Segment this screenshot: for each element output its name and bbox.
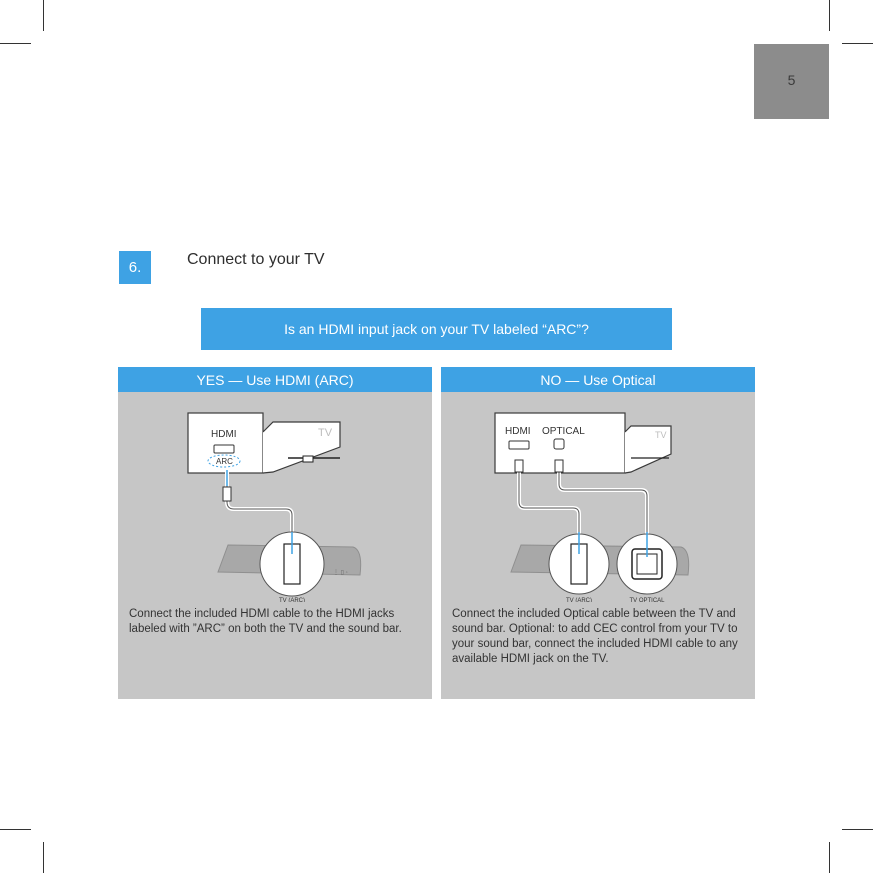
no-panel-header: NO — Use Optical bbox=[441, 367, 755, 392]
tv-label: TV bbox=[318, 427, 333, 439]
arc-label: ARC bbox=[216, 457, 233, 466]
crop-mark bbox=[842, 43, 873, 44]
crop-mark bbox=[829, 0, 830, 31]
hdmi-port-icon bbox=[214, 445, 234, 453]
step-title: Connect to your TV bbox=[187, 251, 325, 268]
crop-mark bbox=[0, 829, 31, 830]
yes-panel bbox=[118, 367, 432, 699]
yes-panel-description: Connect the included HDMI cable to the HDMI jacks labeled with ”ARC” on both the TV and the sound bar. bbox=[129, 608, 402, 635]
hdmi-port-icon bbox=[509, 441, 529, 449]
page-number: 5 bbox=[787, 72, 796, 88]
jack-optical-label: TV OPTICAL bbox=[629, 598, 665, 602]
hdmi-plug bbox=[515, 460, 523, 472]
crop-mark bbox=[829, 842, 830, 873]
optical-cable bbox=[559, 468, 647, 542]
question-banner: Is an HDMI input jack on your TV labeled “ARC”? bbox=[201, 308, 672, 350]
hdmi-cable bbox=[227, 470, 292, 542]
optical-port-label: OPTICAL bbox=[542, 426, 585, 437]
crop-mark bbox=[0, 43, 31, 44]
yes-panel-header: YES — Use HDMI (ARC) bbox=[118, 367, 432, 392]
soundbar-ports-icon: ⋮ ▯ ◦ bbox=[333, 570, 348, 576]
tv-foot bbox=[303, 456, 313, 462]
tv-label: TV bbox=[655, 430, 667, 440]
hdmi-plug bbox=[223, 487, 231, 501]
optical-diagram bbox=[441, 392, 755, 602]
no-panel bbox=[441, 367, 755, 699]
step-number: 6. bbox=[119, 251, 151, 284]
optical-port-icon bbox=[554, 439, 564, 449]
crop-mark bbox=[43, 842, 44, 873]
no-panel-description: Connect the included Optical cable between the TV and sound bar. Optional: to add CEC control from your TV to your sound bar, connect the included HDMI cable to any available HDMI jack on the TV. bbox=[452, 608, 738, 665]
hdmi-cable bbox=[519, 468, 579, 542]
jack-arc-label: TV (ARC) bbox=[566, 598, 592, 602]
hdmi-cable-outline bbox=[227, 470, 292, 542]
jack-label: TV (ARC) bbox=[279, 598, 305, 602]
hdmi-arc-diagram bbox=[118, 392, 432, 602]
crop-mark bbox=[842, 829, 873, 830]
hdmi-port-label: HDMI bbox=[505, 426, 531, 437]
optical-cable-outline bbox=[559, 468, 647, 542]
crop-mark bbox=[43, 0, 44, 31]
hdmi-port-label: HDMI bbox=[211, 429, 237, 440]
optical-plug bbox=[555, 460, 563, 472]
hdmi-cable-outline bbox=[519, 468, 579, 542]
